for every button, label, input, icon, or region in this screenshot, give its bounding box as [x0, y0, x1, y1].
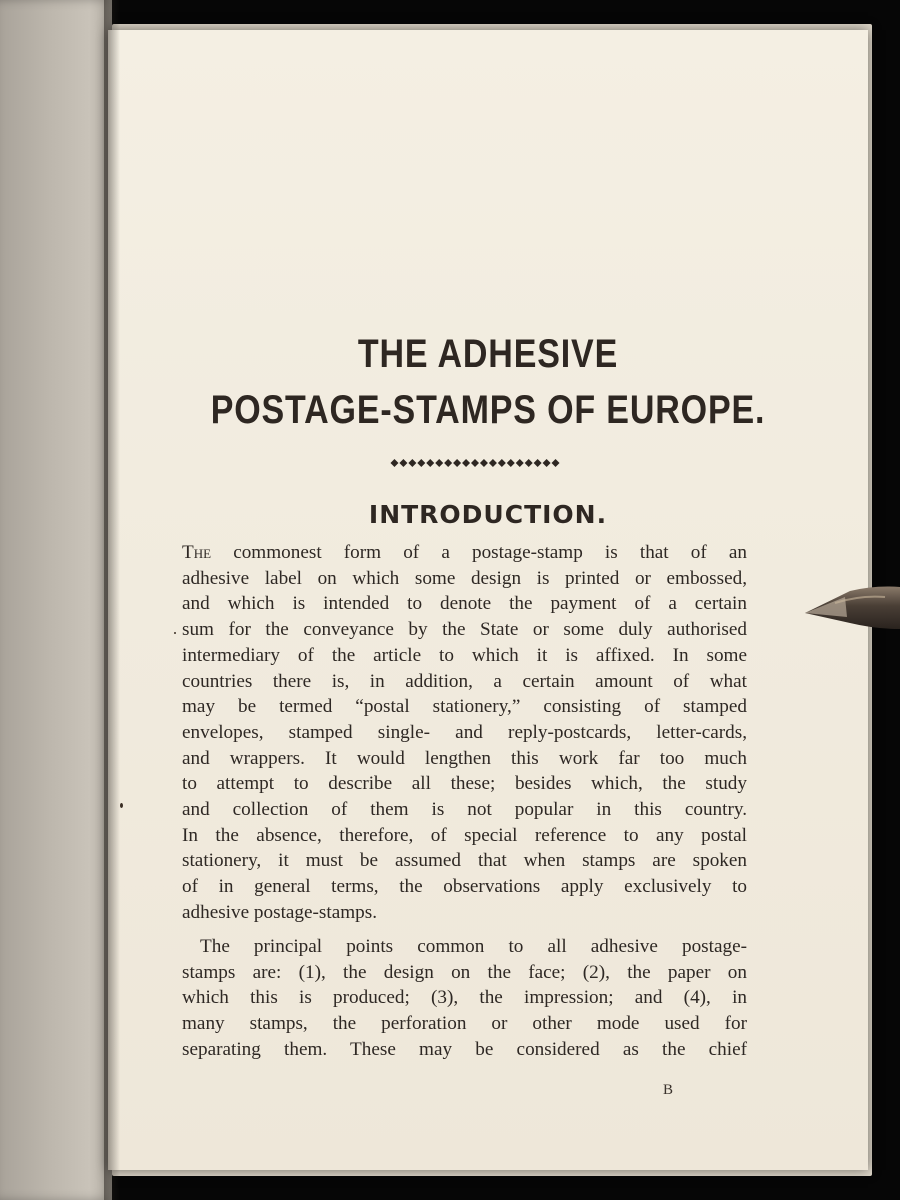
ornament-diamond	[408, 459, 416, 467]
ornament-divider	[390, 458, 560, 468]
paragraph-line: separating them. These may be considered as the chief	[182, 1038, 747, 1060]
drop-word: The	[182, 542, 212, 563]
book-page	[108, 30, 868, 1170]
title-line-1: THE ADHESIVE	[357, 332, 619, 376]
ornament-diamond	[435, 459, 443, 467]
ornament-diamond	[390, 459, 398, 467]
paragraph-line: envelopes, stamped single- and reply-postcards, letter-cards,	[182, 721, 747, 743]
paragraph-line: sum for the conveyance by the State or some duly authorised	[182, 619, 747, 641]
paragraph-line: of in general terms, the observations apply exclusively to	[182, 876, 747, 898]
ornament-diamond	[399, 459, 407, 467]
ornament-diamond	[480, 459, 488, 467]
ornament-diamond	[453, 459, 461, 467]
facing-page	[0, 0, 112, 1200]
paragraph-line: The principal points common to all adhesive postage-	[200, 936, 747, 957]
paragraph-line: stationery, it must be assumed that when stamps are spoken	[182, 850, 747, 872]
paragraph-line: many stamps, the perforation or other mode used for	[182, 1013, 747, 1035]
ornament-diamond	[516, 459, 524, 467]
ornament-diamond	[471, 459, 479, 467]
ink-speck	[120, 803, 123, 808]
paragraph-line: may be termed “postal stationery,” consisting of stamped	[182, 696, 747, 718]
paragraph-line	[182, 540, 747, 566]
ornament-diamond	[552, 459, 560, 467]
paragraph-line: and which is intended to denote the payment of a certain	[182, 593, 747, 615]
paragraph-line: countries there is, in addition, a certain amount of what	[182, 670, 747, 692]
paragraph-line: adhesive postage-stamps.	[182, 901, 378, 923]
ornament-diamond	[534, 459, 542, 467]
ornament-diamond	[462, 459, 470, 467]
ornament-diamond	[489, 459, 497, 467]
ornament-diamond	[525, 459, 533, 467]
paragraph-line: adhesive label on which some design is printed or embossed,	[182, 567, 747, 589]
page-content	[108, 30, 868, 1170]
spine-shadow	[104, 0, 120, 1200]
pen-pointer-icon	[805, 583, 900, 633]
title-line-2: POSTAGE-STAMPS OF EUROPE.	[210, 388, 766, 432]
paragraph-1	[182, 540, 747, 926]
paragraph-line: In the absence, therefore, of special reference to any postal	[182, 824, 747, 846]
paragraph-line: and wrappers. It would lengthen this work far too much	[182, 747, 747, 769]
ink-speck	[174, 632, 176, 634]
ornament-diamond	[426, 459, 434, 467]
ornament-diamond	[417, 459, 425, 467]
signature-mark: B	[663, 1082, 674, 1098]
ornament-diamond	[507, 459, 515, 467]
paragraph-line: to attempt to describe all these; besides which, the study	[182, 773, 747, 795]
paragraph-2	[182, 934, 747, 1063]
line-text: commonest form of a postage-stamp is that of an	[211, 542, 747, 563]
ornament-diamond	[444, 459, 452, 467]
paragraph-line: which this is produced; (3), the impression; and (4), in	[182, 987, 747, 1009]
paragraph-line: intermediary of the article to which it is affixed. In some	[182, 644, 747, 666]
paragraph-line: stamps are: (1), the design on the face; (2), the paper on	[182, 961, 747, 983]
paragraph-line: and collection of them is not popular in this country.	[182, 799, 747, 821]
section-heading: INTRODUCTION.	[368, 500, 608, 529]
ornament-diamond	[543, 459, 551, 467]
ornament-diamond	[498, 459, 506, 467]
